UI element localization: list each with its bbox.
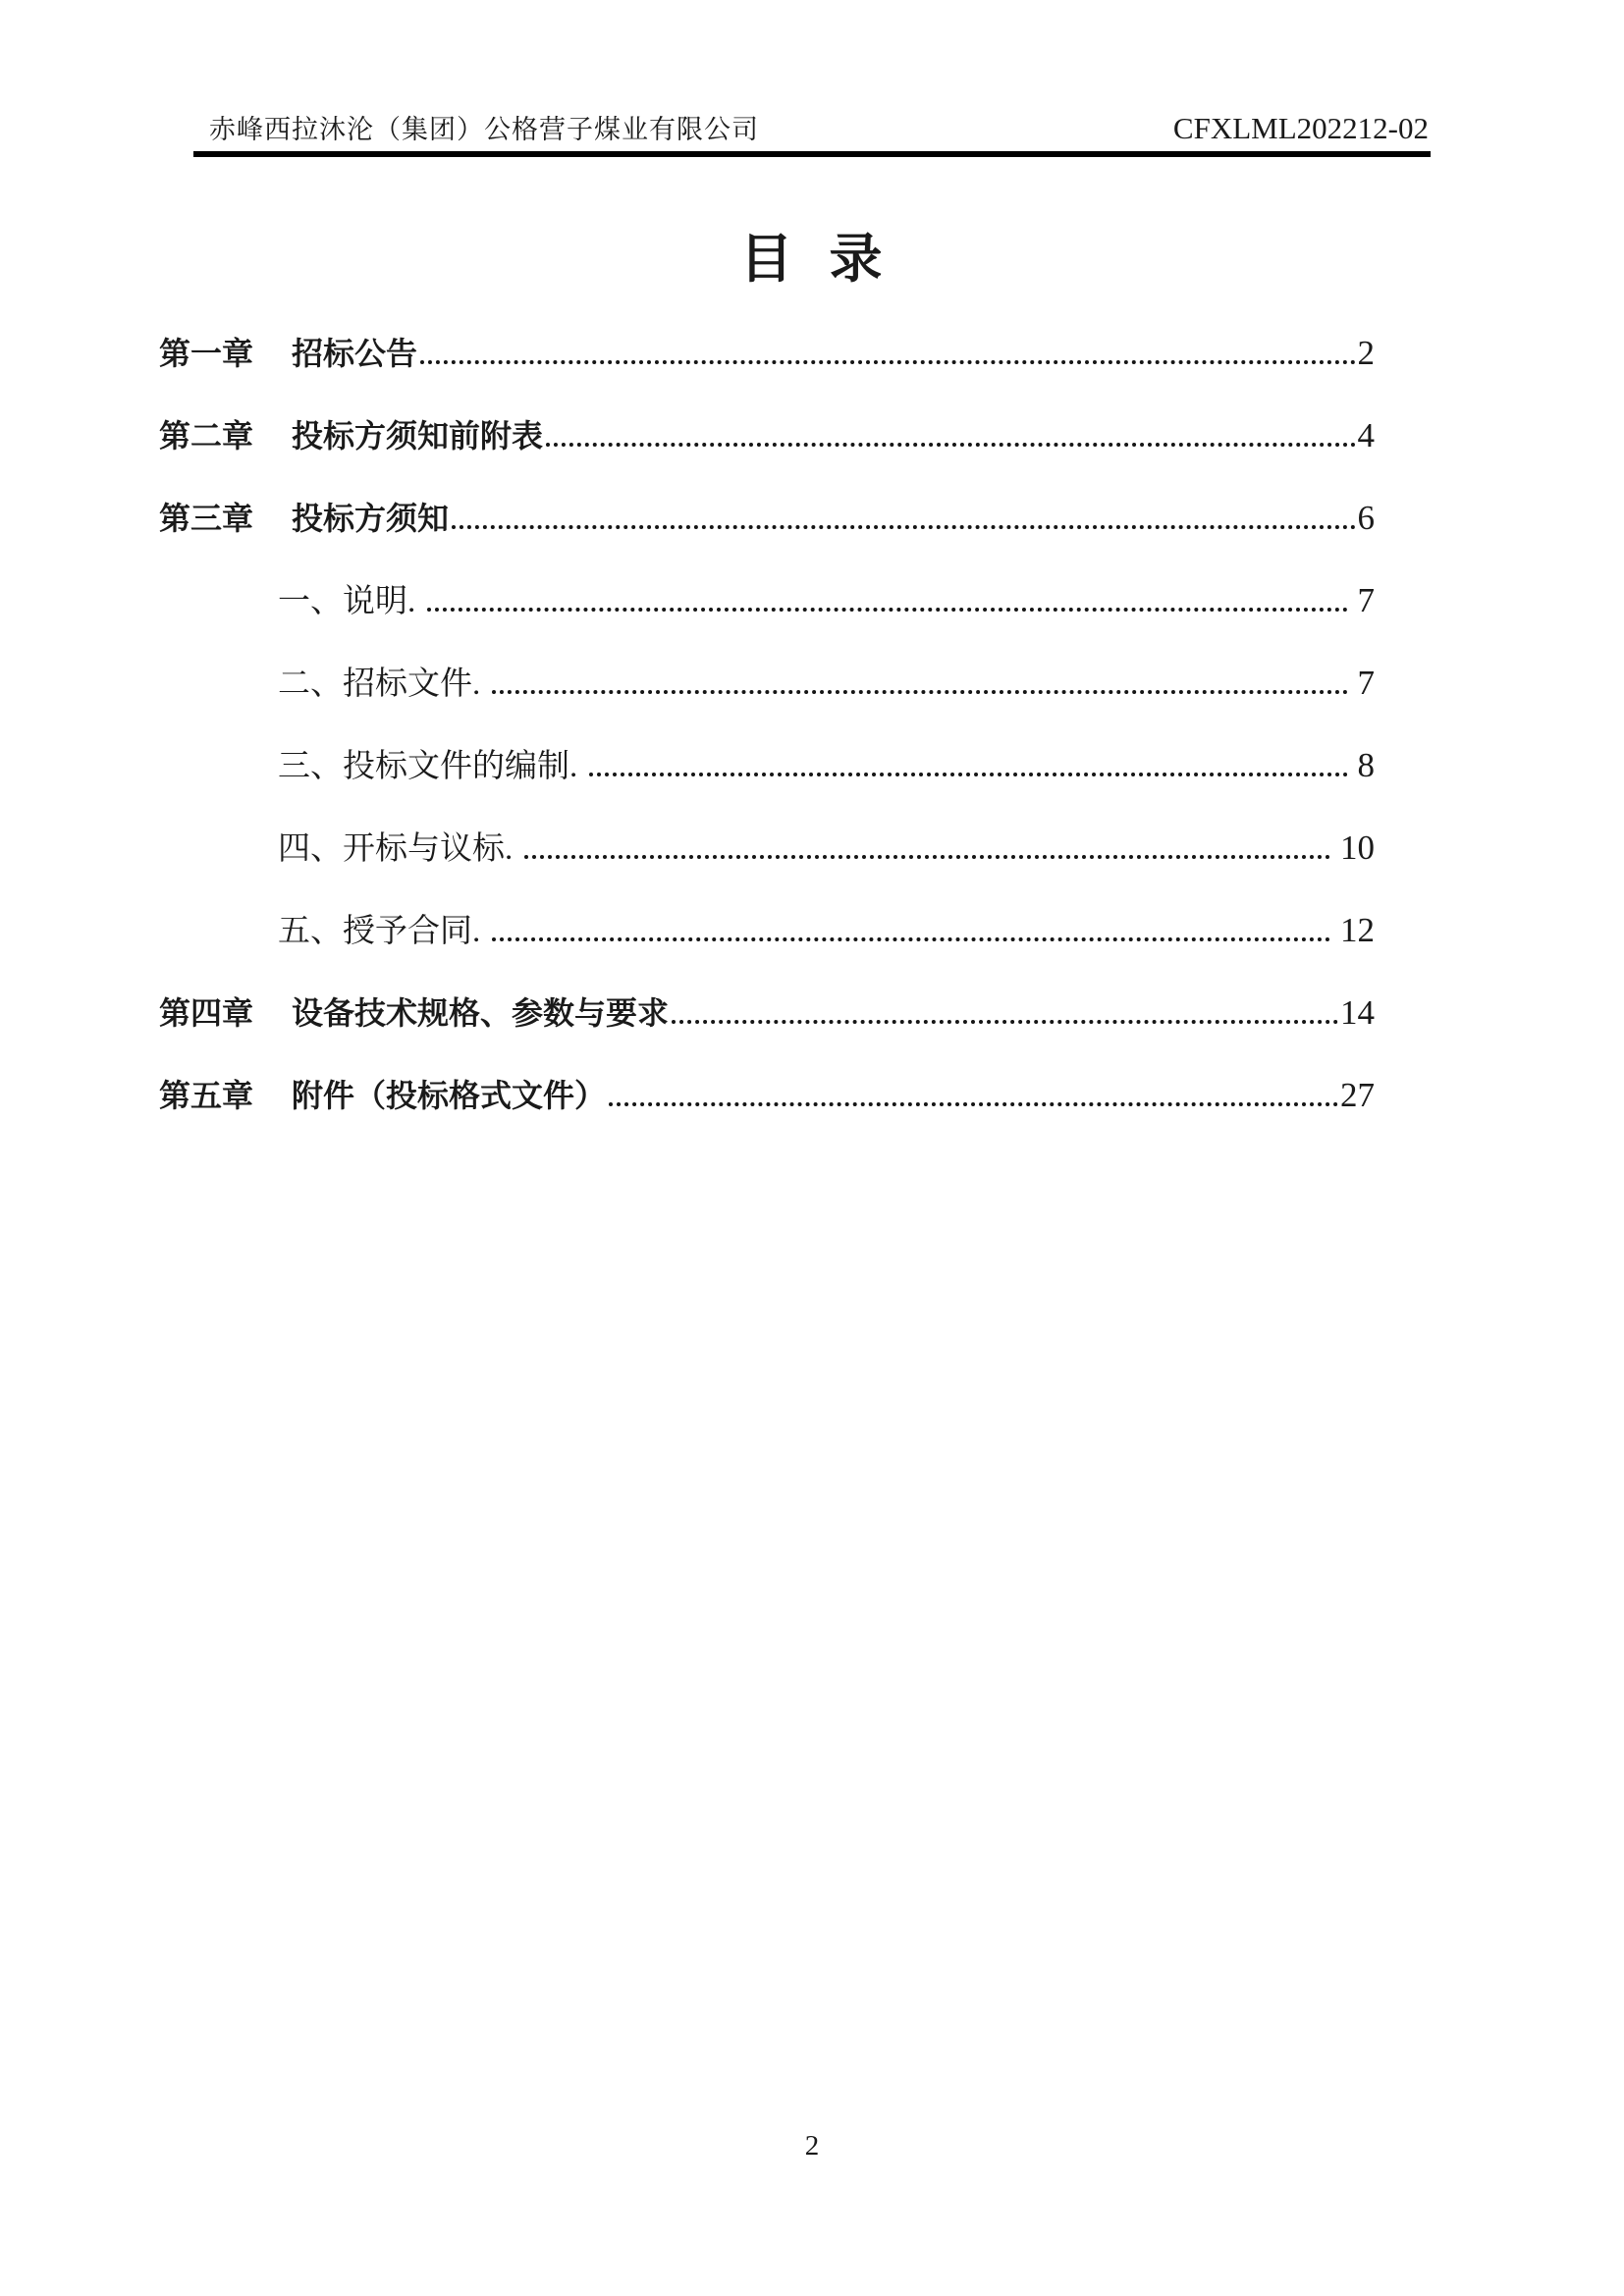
toc-entry-title: 五、授予合同.	[278, 914, 481, 949]
toc-entry-title: 四、开标与议标.	[278, 831, 514, 867]
toc-entry-page: 27	[1340, 1076, 1375, 1114]
toc-chapter-label: 第二章	[159, 418, 254, 454]
toc-entry-title: 投标方须知前附表	[292, 418, 544, 454]
toc-subentry-2[interactable]	[159, 662, 1375, 705]
dot-leader	[492, 937, 1330, 941]
toc-entry-title: 二、招标文件.	[278, 667, 481, 702]
toc-chapter-label: 第一章	[159, 336, 254, 371]
toc-entry-title: 三、投标文件的编制.	[278, 749, 578, 784]
toc-subentry-3[interactable]	[159, 744, 1375, 787]
toc-entry-title: 设备技术规格、参数与要求	[292, 995, 670, 1031]
toc-entry-page: 7	[1357, 581, 1375, 619]
toc-chapter-label: 第五章	[159, 1078, 254, 1113]
toc-subentry-4[interactable]	[159, 827, 1375, 870]
toc-entry-chapter-2[interactable]	[159, 414, 1375, 457]
footer-page-number: 2	[804, 2130, 820, 2162]
toc-entry-page: 2	[1357, 334, 1375, 372]
table-of-contents	[159, 332, 1375, 1156]
toc-chapter-label: 第三章	[159, 501, 254, 536]
page-header-row	[193, 108, 1431, 151]
toc-entry-page: 10	[1340, 828, 1375, 867]
toc-subentry-5[interactable]	[159, 909, 1375, 952]
header-rule	[193, 151, 1431, 157]
dot-leader	[609, 1102, 1338, 1106]
dot-leader	[427, 608, 1347, 612]
dot-leader	[589, 773, 1347, 776]
toc-entry-page: 6	[1357, 499, 1375, 537]
toc-chapter-label: 第四章	[159, 995, 254, 1031]
dot-leader	[672, 1020, 1338, 1024]
toc-entry-chapter-5[interactable]	[159, 1074, 1375, 1117]
toc-entry-title: 一、说明.	[278, 584, 416, 619]
dot-leader	[420, 360, 1355, 364]
header-document-number: CFXLML202212-02	[1172, 111, 1429, 145]
dot-leader	[452, 525, 1355, 529]
toc-entry-title: 招标公告	[292, 336, 418, 371]
toc-entry-page: 12	[1340, 911, 1375, 949]
toc-entry-title: 投标方须知	[292, 501, 450, 536]
toc-entry-page: 7	[1357, 664, 1375, 702]
toc-entry-page: 4	[1357, 416, 1375, 454]
page-footer	[0, 2130, 1624, 2163]
dot-leader	[546, 443, 1355, 447]
dot-leader	[492, 690, 1347, 694]
toc-entry-chapter-1[interactable]	[159, 332, 1375, 375]
toc-subentry-1[interactable]	[159, 579, 1375, 622]
page-title: 目 录	[739, 230, 885, 289]
page-header	[193, 108, 1431, 157]
toc-entry-page: 14	[1340, 993, 1375, 1032]
toc-entry-title: 附件（投标格式文件）	[292, 1078, 607, 1113]
toc-entry-chapter-3[interactable]	[159, 497, 1375, 540]
dot-leader	[524, 855, 1330, 859]
toc-entry-page: 8	[1357, 746, 1375, 784]
header-company-name: 赤峰西拉沐沦（集团）公格营子煤业有限公司	[209, 115, 759, 144]
toc-entry-chapter-4[interactable]	[159, 991, 1375, 1035]
